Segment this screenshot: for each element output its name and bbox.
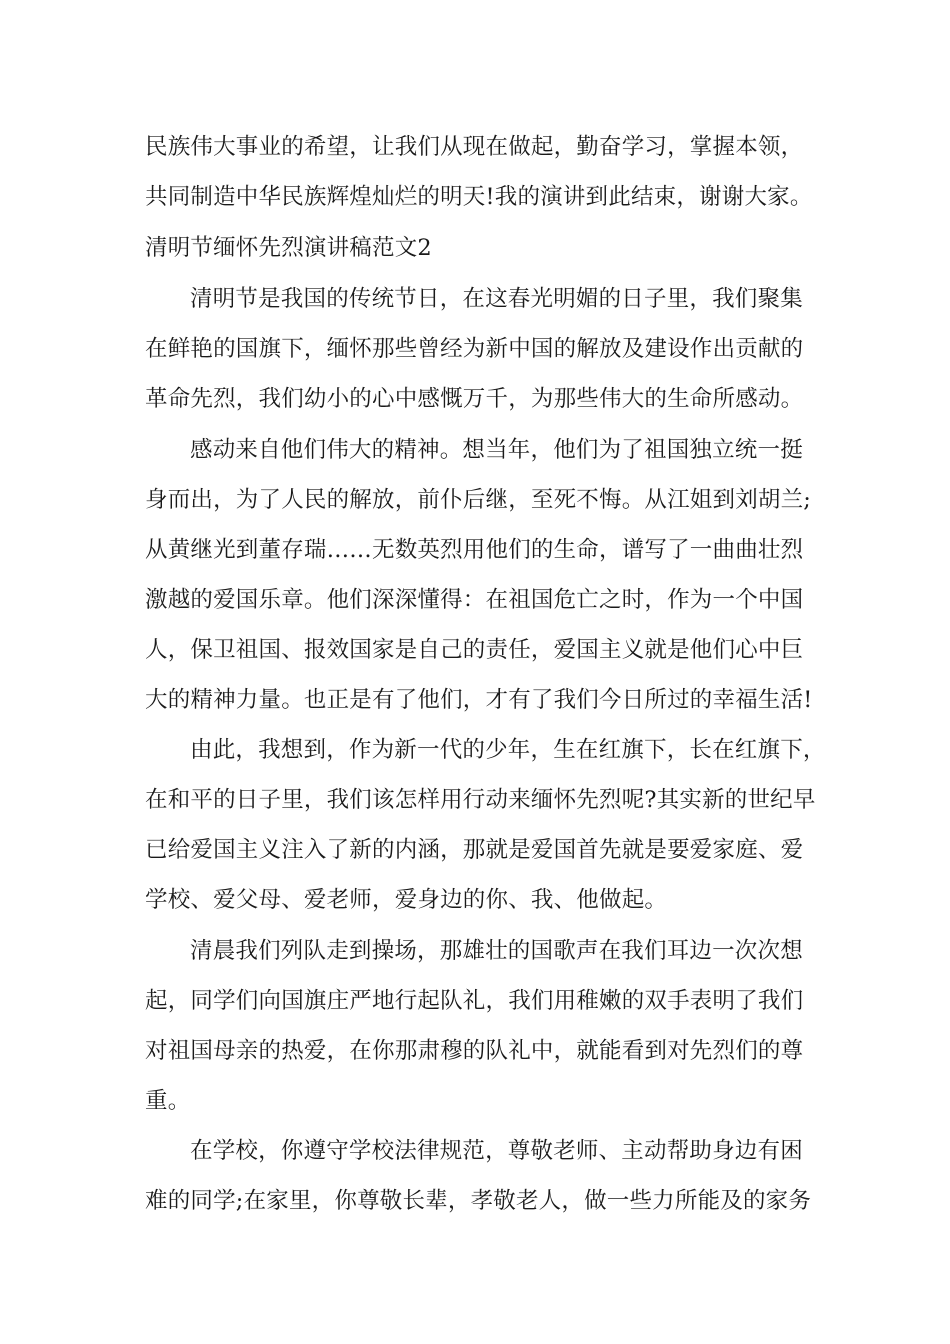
paragraph-first-line: 感动来自他们伟大的精神。想当年，他们为了祖国独立统一挺 [190, 437, 803, 463]
section-heading: 清明节缅怀先烈演讲稿范文2 [145, 235, 432, 261]
text-line: 对祖国母亲的热爱，在你那肃穆的队礼中，就能看到对先烈们的尊 [145, 1038, 804, 1064]
text-line: 大的精神力量。也正是有了他们，才有了我们今日所过的幸福生活! [145, 687, 813, 713]
text-line: 激越的爱国乐章。他们深深懂得：在祖国危亡之时，作为一个中国 [145, 587, 804, 613]
text-line: 起，同学们向国旗庄严地行起队礼，我们用稚嫩的双手表明了我们 [145, 988, 804, 1014]
paragraph-first-line: 在学校，你遵守学校法律规范，尊敬老师、主动帮助身边有困 [190, 1138, 803, 1164]
paragraph-first-line: 由此，我想到，作为新一代的少年，生在红旗下，长在红旗下， [190, 737, 826, 763]
text-line: 在和平的日子里，我们该怎样用行动来缅怀先烈呢?其实新的世纪早 [145, 787, 816, 813]
text-line: 革命先烈，我们幼小的心中感慨万千，为那些伟大的生命所感动。 [145, 386, 804, 412]
text-line: 从黄继光到董存瑞……无数英烈用他们的生命，谱写了一曲曲壮烈 [145, 537, 804, 563]
text-line: 学校、爱父母、爱老师，爱身边的你、我、他做起。 [145, 887, 668, 913]
text-line: 难的同学;在家里，你尊敬长辈，孝敬老人，做一些力所能及的家务 [145, 1188, 812, 1214]
text-line: 共同制造中华民族辉煌灿烂的明天!我的演讲到此结束，谢谢大家。 [145, 184, 813, 210]
text-line: 重。 [145, 1088, 191, 1114]
text-line: 身而出，为了人民的解放，前仆后继，至死不悔。从江姐到刘胡兰; [145, 487, 812, 513]
paragraph-first-line: 清明节是我国的传统节日，在这春光明媚的日子里，我们聚集 [190, 286, 803, 312]
paragraph-first-line: 清晨我们列队走到操场，那雄壮的国歌声在我们耳边一次次想 [190, 938, 803, 964]
text-line: 民族伟大事业的希望，让我们从现在做起，勤奋学习，掌握本领， [145, 134, 804, 160]
text-line: 在鲜艳的国旗下，缅怀那些曾经为新中国的解放及建设作出贡献的 [145, 336, 804, 362]
text-line: 人，保卫祖国、报效国家是自己的责任，爱国主义就是他们心中巨 [145, 637, 804, 663]
text-line: 已给爱国主义注入了新的内涵，那就是爱国首先就是要爱家庭、爱 [145, 837, 804, 863]
